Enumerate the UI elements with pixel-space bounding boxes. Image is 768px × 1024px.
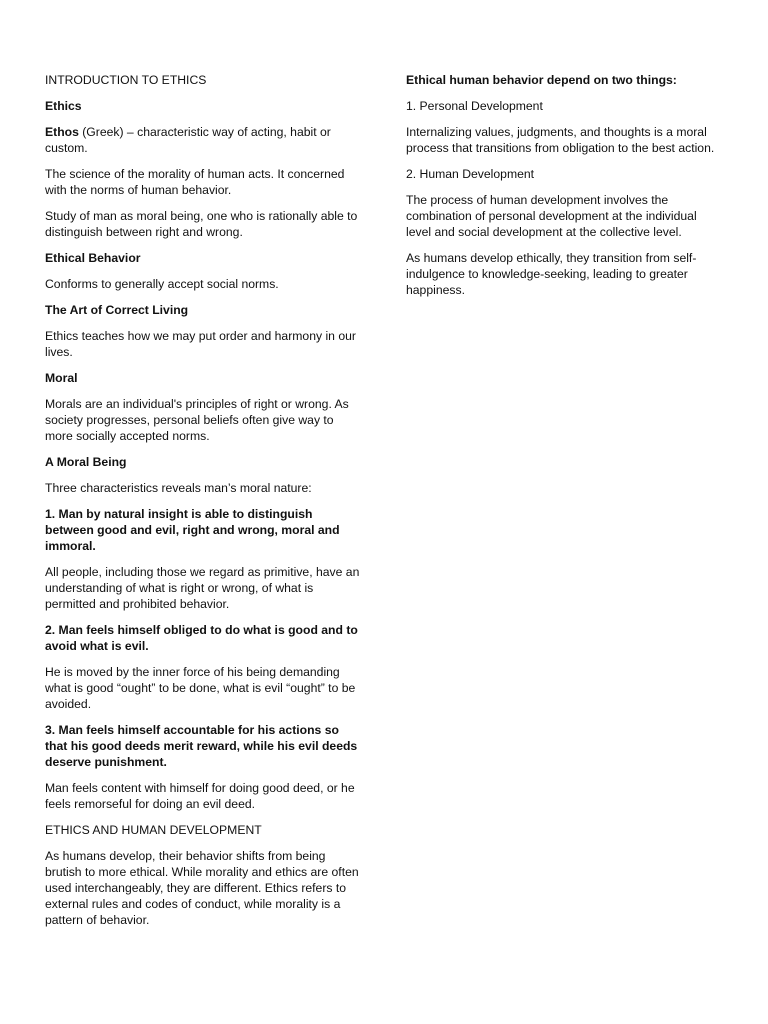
point-2-heading: 2. Man feels himself obliged to do what is good and to avoid what is evil.	[45, 623, 358, 653]
science-paragraph: The science of the morality of human acts. It concerned with the norms of human behavior.	[45, 167, 345, 197]
point-1-heading: 1. Man by natural insight is able to distinguish between good and evil, right and wrong, moral and immoral.	[45, 507, 340, 553]
art-of-living-paragraph: Ethics teaches how we may put order and harmony in our lives.	[45, 329, 356, 359]
ethics-heading: Ethics	[45, 99, 82, 113]
human-development-paragraph: The process of human development involves the combination of personal development at the individual level and social development at the collective level.	[406, 193, 697, 239]
ethos-definition-text: (Greek) – characteristic way of acting, habit or custom.	[45, 125, 331, 155]
personal-development-paragraph: Internalizing values, judgments, and thoughts is a moral process that transitions from obligation to the best action.	[406, 125, 715, 155]
right-column	[406, 72, 724, 308]
moral-being-intro: Three characteristics reveals man’s moral nature:	[45, 481, 312, 495]
ethical-behavior-heading: Ethical Behavior	[45, 251, 141, 265]
left-column	[45, 72, 363, 938]
point-2-paragraph: He is moved by the inner force of his being demanding what is good “ought” to be done, what is evil “ought” to be avoided.	[45, 665, 356, 711]
art-of-living-heading: The Art of Correct Living	[45, 303, 189, 317]
human-development-section-heading: ETHICS AND HUMAN DEVELOPMENT	[45, 823, 262, 837]
ethos-term: Ethos	[45, 125, 79, 139]
point-1-paragraph: All people, including those we regard as primitive, have an understanding of what is right or wrong, of what is permitted and prohibited behavior.	[45, 565, 360, 611]
moral-paragraph: Morals are an individual's principles of right or wrong. As society progresses, personal beliefs often give way to more socially accepted norms.	[45, 397, 349, 443]
ethical-behavior-paragraph: Conforms to generally accept social norms.	[45, 277, 279, 291]
personal-development-heading: 1. Personal Development	[406, 99, 543, 113]
human-development-heading: 2. Human Development	[406, 167, 535, 181]
ethos-definition	[45, 124, 363, 156]
moral-heading: Moral	[45, 371, 78, 385]
conclusion-paragraph: As humans develop ethically, they transition from self-indulgence to knowledge-seeking, leading to greater happiness.	[406, 251, 697, 297]
point-3-heading: 3. Man feels himself accountable for his actions so that his good deeds merit reward, while his evil deeds deserve punishment.	[45, 723, 358, 769]
intro-title: INTRODUCTION TO ETHICS	[45, 73, 207, 87]
human-development-section-paragraph: As humans develop, their behavior shifts from being brutish to more ethical. While morality and ethics are often used interchangeably, they are different. Ethics refers to external rules and codes of conduct, while morality is a pattern of behavior.	[45, 849, 359, 927]
depend-heading: Ethical human behavior depend on two things:	[406, 73, 677, 87]
moral-being-heading: A Moral Being	[45, 455, 127, 469]
point-3-paragraph: Man feels content with himself for doing good deed, or he feels remorseful for doing an evil deed.	[45, 781, 355, 811]
study-paragraph: Study of man as moral being, one who is rationally able to distinguish between right and wrong.	[45, 209, 358, 239]
